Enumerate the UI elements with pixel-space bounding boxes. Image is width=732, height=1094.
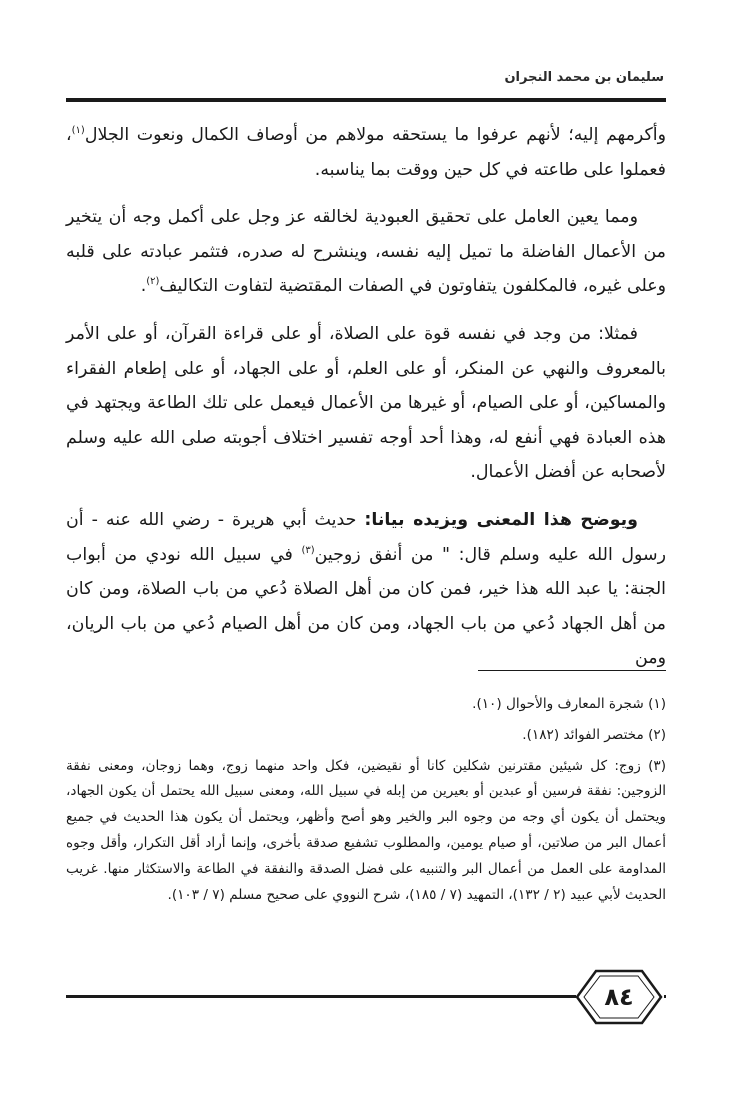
footer-rule-left — [66, 995, 576, 998]
main-text — [66, 118, 666, 689]
paragraph-3 — [66, 317, 666, 490]
paragraph-1 — [66, 118, 666, 187]
footnote-text: زوج: كل شيئين مقترنين شكلين كانا أو نقيضين، فكل واحد منهما زوج، وهما زوجان، ومعنى نفقة الزوجين: نفقة فرسين أو عبدين أو بعيرين من إبله في سبيل الله، ومعنى سبيل الله يحتمل أن يكون الجهاد، ويحتمل أن يكون أي وجه من وجوه البر والخير وهو أصح وأظهر، ويحتمل أن يكون هذا الحديث في جميع أعمال البر من صلاتين، أو صيام يومين، والمطلوب تشفيع صدقة بأخرى، وإنما أراد أقل التكرار، وأقل وجوه المداومة على العمل من أعمال البر والتنبيه على فضل الصدقة والنفقة في الطاعة والاستكثار منها. غريب الحديث لأبي عبيد (٢ / ١٣٢)، التمهيد (٧ / ١٨٥)، شرح النووي على صحيح مسلم (٧ / ١٠٣). — [66, 757, 666, 903]
footnote-1 — [66, 692, 666, 718]
footnote-separator — [478, 670, 666, 671]
paragraph-text: حديث أبي هريرة - رضي الله عنه - أن رسول الله عليه وسلم قال: " من أنفق زوجين — [66, 509, 666, 565]
footnote-number: (٢) — [648, 726, 666, 743]
footnote-text: شجرة المعارف والأحوال (١٠). — [472, 696, 644, 712]
footnote-ref-1: (١) — [71, 125, 85, 137]
paragraph-4 — [66, 503, 666, 676]
footnote-number: (١) — [648, 696, 666, 712]
paragraph-text: وأكرمهم إليه؛ لأنهم عرفوا ما يستحقه مولاهم من أوصاف الكمال ونعوت الجلال — [84, 125, 666, 145]
paragraph-2 — [66, 200, 666, 304]
footer-rule-right — [664, 995, 666, 998]
footnote-text: مختصر الفوائد (١٨٢). — [522, 726, 644, 743]
page-number: ٨٤ — [604, 983, 634, 1011]
paragraph-text: . — [140, 276, 147, 297]
footnote-number: (٣) — [648, 757, 667, 774]
footnote-ref-3: (٣) — [301, 544, 315, 556]
running-header-title: سليمان بن محمد النجران — [504, 70, 664, 85]
paragraph-text: فمثلا: من وجد في نفسه قوة على الصلاة، أو على قراءة القرآن، أو على الأمر بالمعروف والنهي عن المنكر، أو على العلم، أو على الجهاد، أو على إطعام الفقراء والمساكين، أو على الصيام، أو غيرها من الأعمال فيعمل على تلك الطاعة ويجتهد في هذه العبادة فهي أنفع له، وهذا أحد أوجه تفسير اختلاف أجوبته صلى الله عليه وسلم لأصحابه عن أفضل الأعمال. — [66, 323, 666, 483]
footnote-3 — [66, 754, 666, 909]
footnote-2 — [66, 723, 666, 749]
paragraph-text: ومما يعين العامل على تحقيق العبودية لخالقه عز وجل على أكمل وجه أن يتخير من الأعمال الفاضلة ما تميل إليه نفسه، وينشرح له صدره، فتثمر عبادته على قلبه وعلى غيره، فالمكلفون يتفاوتون في الصفات المقتضية لتفاوت التكاليف — [66, 207, 666, 297]
header-rule — [66, 98, 666, 102]
paragraph-text: في سبيل الله نودي من أبواب الجنة: يا عبد الله هذا خير، فمن كان من أهل الصلاة دُعي من باب الصلاة، ومن كان من أهل الجهاد دُعي من باب الجهاد، ومن كان من أهل الصيام دُعي من باب الريان، ومن — [66, 544, 666, 669]
bold-lead-in: ويوضح هذا المعنى ويزيده بيانا: — [364, 509, 638, 530]
paragraph-text: ، فعملوا على طاعته في كل حين ووقت بما يناسبه. — [66, 125, 666, 180]
footnotes — [66, 692, 666, 913]
footnote-ref-2: (٢) — [146, 276, 160, 288]
